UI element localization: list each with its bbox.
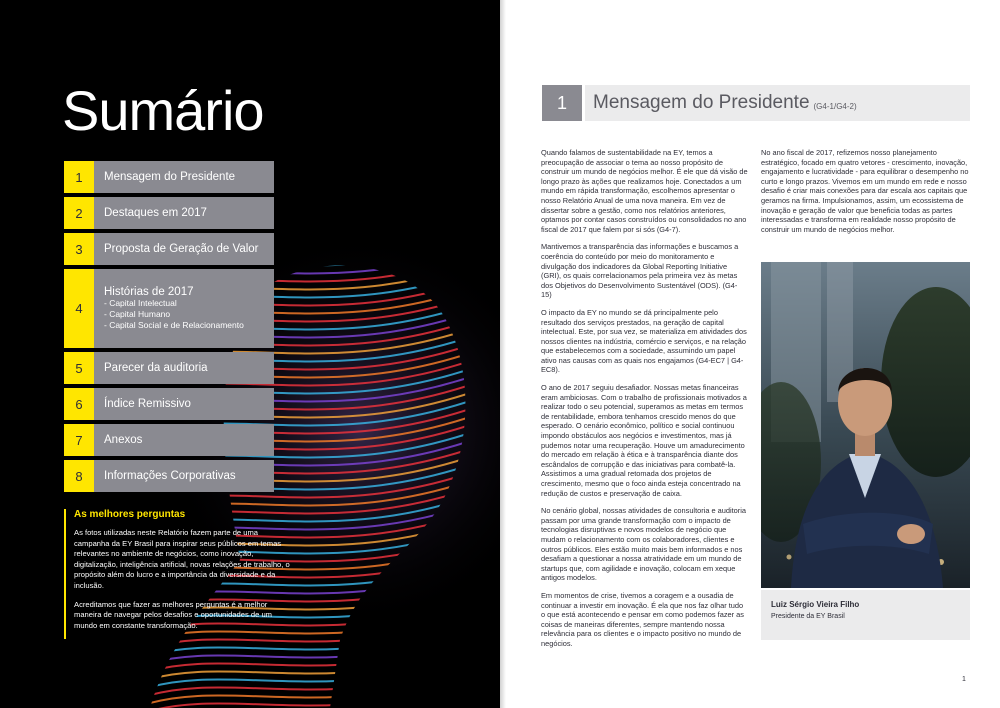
toc-item-8[interactable]: [64, 460, 274, 492]
body-paragraph: O impacto da EY no mundo se dá principalmente pelo resultado dos serviços prestados, na geração de capital intelectual. Este, por sua vez, se materializa em atividades dos nossos clientes na indústria, comércio e serviços, e na relação que estabelecemos com a sociedade, assumindo um papel ativo nas causas com as quais nos engajamos (G4-EC7 | G4-EC8).: [541, 307, 747, 375]
toc-number: 2: [64, 197, 94, 229]
body-paragraph: Mantivemos a transparência das informações e buscamos a coerência do conteúdo por meio do monitoramento e divulgação dos indicadores da Global Reporting Initiative (GRI), os quais correlacionamos pela primeira vez às metas dos Objetivos do Desenvolvimento Sustentável (ODS). (G4-15): [541, 242, 739, 300]
toc-number: 6: [64, 388, 94, 420]
toc-number: 3: [64, 233, 94, 265]
toc-number: 4: [64, 269, 94, 348]
body-paragraph: Em momentos de crise, tivemos a coragem e a ousadia de continuar a investir em inovação. É ela que nos faz olhar tudo o que está acontecendo e pensar em como podemos fazer as coisas de maneiras diferentes, sempre mantendo nossa relevância para os clientes e o impacto positivo no mundo de negócios.: [541, 590, 744, 648]
text-column-2: [761, 148, 971, 242]
toc-sub-item[interactable]: - Capital Humano: [104, 309, 171, 319]
page-title: Sumário: [62, 79, 264, 142]
toc-item-5[interactable]: [64, 352, 274, 384]
toc-item-6[interactable]: [64, 388, 274, 420]
toc-label: Informações Corporativas: [104, 470, 236, 482]
toc-number: 1: [64, 161, 94, 193]
toc-label: Mensagem do Presidente: [104, 171, 236, 183]
portrait-illustration: [761, 262, 970, 588]
section-title: Mensagem do Presidente: [593, 92, 810, 113]
body-paragraph: No cenário global, nossas atividades de consultoria e auditoria passam por uma grande transformação com o impacto de tecnologias disruptivas e novos modelos de negócio que mudam o relacionamento com os colaboradores, clientes e outros públicos. Eles estão muito mais bem informados e nos desafiam a questionar a nossa atratividade em um mundo de startups que, com agilidade e inovação, colocam em xeque antigos modelos.: [541, 506, 747, 583]
toc-item-3[interactable]: [64, 233, 274, 265]
section-number: 1: [542, 85, 582, 121]
toc-number: 8: [64, 460, 94, 492]
section-reference: (G4-1/G4-2): [813, 101, 857, 111]
toc-item-7[interactable]: [64, 424, 274, 456]
best-questions-heading: As melhores perguntas: [74, 509, 186, 520]
caption-role: Presidente da EY Brasil: [771, 613, 845, 620]
toc-sub-item[interactable]: - Capital Intelectual: [104, 298, 177, 308]
best-questions-paragraph: Acreditamos que fazer as melhores perguntas é a melhor maneira de navegar pelos desafios e oportunidades de um mundo em constante transformação.: [74, 599, 272, 630]
toc-label: Índice Remissivo: [104, 398, 191, 410]
portrait-caption: [761, 590, 970, 640]
text-column-1: [541, 148, 748, 657]
section-header: [585, 85, 970, 121]
caption-name: Luiz Sérgio Vieira Filho: [771, 600, 860, 609]
page-number: 1: [962, 676, 966, 683]
table-of-contents: [64, 161, 274, 496]
toc-number: 7: [64, 424, 94, 456]
toc-sub-item[interactable]: - Capital Social e de Relacionamento: [104, 320, 244, 330]
best-questions-paragraph: As fotos utilizadas neste Relatório fazem parte de uma campanha da EY Brasil para inspirar seus públicos em temas relevantes no ambiente de negócios, como inovação, digitalização, inteligência artificial, novas relações de trabalho, o propósito além do lucro e a importância da diversidade e da inclusão.: [74, 528, 290, 590]
best-questions-box: [64, 509, 294, 639]
toc-label: Histórias de 2017: [104, 286, 194, 298]
toc-label: Destaques em 2017: [104, 207, 207, 219]
body-paragraph: No ano fiscal de 2017, refizemos nosso planejamento estratégico, focado em quatro vetores - crescimento, inovação, engajamento e lucratividade - para equilibrar o desempenho no curto e longo prazos. Vivemos em um mundo em rede e nosso desafio é criar mais conexões para dar escala aos capitais que geramos na firma. Impulsionamos, assim, um ecossistema de inovação e geração de valor que beneficia todas as partes interessadas e transforma em realidade nosso propósito de construir um mundo de negócios melhor.: [761, 148, 969, 234]
toc-label: Anexos: [104, 434, 143, 446]
president-portrait-photo: [761, 262, 970, 588]
body-paragraph: O ano de 2017 seguiu desafiador. Nossas metas financeiras eram ambiciosas. Com o trabalho de profissionais motivados a realizar todo o seu potencial, superamos as metas em termos de rentabilidade, embora tenhamos crescido menos do que esperado. O cenário econômico, político e social continuou impondo obstáculos aos negócios e investimentos, mas já pudemos notar uma recuperação. Houve um amadurecimento do mercado em relação à ética e à transparência diante dos escândalos de corrupção e das iniciativas para combatê-la. Assistimos a uma gradual retomada dos projetos de crescimento, mesmo que o foco ainda esteja concentrado na redução de custos e preservação de caixa.: [541, 383, 747, 498]
body-paragraph: Quando falamos de sustentabilidade na EY, temos a preocupação de associar o tema ao nosso propósito de construir um mundo de negócios melhor. É ele que dá visão de longo prazo às ações que realizamos hoje. Conectados a um mundo em rápida transformação, escolhemos apresentar o nosso Relatório Anual de uma nova maneira. Em vez de dissertar sobre a gestão, como nos relatórios anteriores, optamos por contar casos construídos ou consolidados no ano fiscal de 2017 que falem por si sós (G4-7).: [541, 148, 748, 234]
toc-label: Parecer da auditoria: [104, 362, 208, 374]
page-gutter-shadow: [500, 0, 506, 708]
toc-label: Proposta de Geração de Valor: [104, 243, 259, 255]
toc-item-1[interactable]: [64, 161, 274, 193]
toc-item-2[interactable]: [64, 197, 274, 229]
toc-number: 5: [64, 352, 94, 384]
toc-item-4[interactable]: [64, 269, 274, 348]
